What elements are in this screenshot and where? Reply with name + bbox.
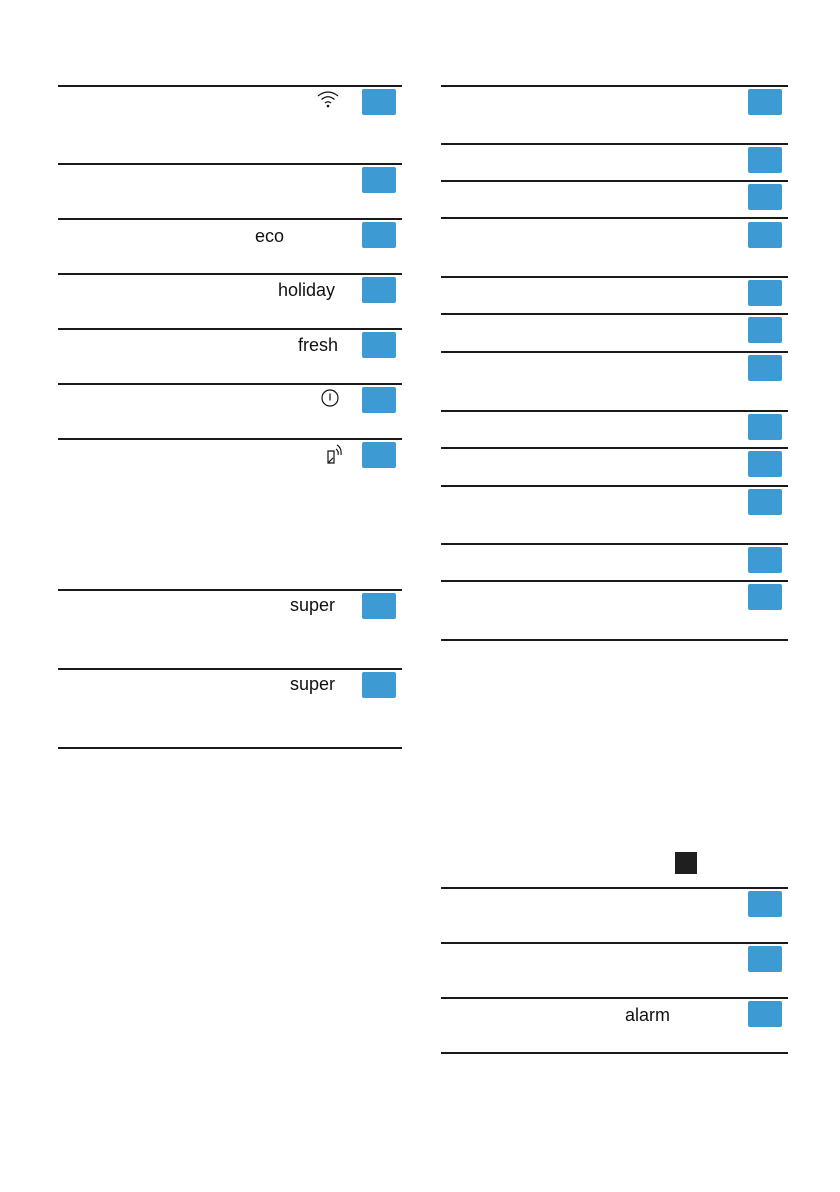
left-row-rule bbox=[58, 328, 402, 330]
right-button[interactable] bbox=[748, 89, 782, 115]
right-table-bottom-rule bbox=[441, 639, 788, 641]
right-button[interactable] bbox=[748, 489, 782, 515]
right-row-rule bbox=[441, 580, 788, 582]
alarm-label: alarm bbox=[625, 1005, 671, 1025]
right-row-rule bbox=[441, 313, 788, 315]
power-icon bbox=[320, 388, 340, 413]
right-row-rule bbox=[441, 447, 788, 449]
super-button[interactable] bbox=[362, 672, 396, 698]
right-button[interactable] bbox=[748, 317, 782, 343]
right-row-rule bbox=[441, 276, 788, 278]
fresh-label: fresh bbox=[298, 335, 339, 355]
unlabeled-button[interactable] bbox=[362, 167, 396, 193]
right-button[interactable] bbox=[748, 547, 782, 573]
eco-label: eco bbox=[255, 226, 285, 246]
right-button[interactable] bbox=[748, 147, 782, 173]
left-row-rule bbox=[58, 163, 402, 165]
right-row-rule bbox=[441, 143, 788, 145]
right-button[interactable] bbox=[748, 355, 782, 381]
super-button[interactable] bbox=[362, 593, 396, 619]
wifi-button[interactable] bbox=[362, 89, 396, 115]
right-button[interactable] bbox=[748, 280, 782, 306]
left-row-rule bbox=[58, 589, 402, 591]
right-button[interactable] bbox=[748, 222, 782, 248]
holiday-label: holiday bbox=[278, 280, 336, 300]
left-row-rule bbox=[58, 668, 402, 670]
fresh-button[interactable] bbox=[362, 332, 396, 358]
right-button[interactable] bbox=[748, 584, 782, 610]
lower-button[interactable] bbox=[748, 891, 782, 917]
right-row-rule bbox=[441, 543, 788, 545]
power-button[interactable] bbox=[362, 387, 396, 413]
right-row-rule bbox=[441, 351, 788, 353]
right-row-rule bbox=[441, 180, 788, 182]
right-button[interactable] bbox=[748, 451, 782, 477]
left-row-rule bbox=[58, 218, 402, 220]
lower-row-rule bbox=[441, 887, 788, 889]
holiday-button[interactable] bbox=[362, 277, 396, 303]
lower-row-rule bbox=[441, 942, 788, 944]
lower-table-bottom-rule bbox=[441, 1052, 788, 1054]
alarm-button[interactable] bbox=[748, 1001, 782, 1027]
left-row-rule bbox=[58, 85, 402, 87]
eco-button[interactable] bbox=[362, 222, 396, 248]
super-label: super bbox=[290, 674, 336, 694]
lower-button[interactable] bbox=[748, 946, 782, 972]
right-row-rule bbox=[441, 85, 788, 87]
left-table-bottom-rule bbox=[58, 747, 402, 749]
right-button[interactable] bbox=[748, 184, 782, 210]
right-row-rule bbox=[441, 485, 788, 487]
right-row-rule bbox=[441, 410, 788, 412]
door-alarm-icon bbox=[324, 443, 344, 470]
wifi-icon bbox=[316, 89, 340, 114]
lower-row-rule bbox=[441, 997, 788, 999]
left-row-rule bbox=[58, 273, 402, 275]
right-button[interactable] bbox=[748, 414, 782, 440]
black-square-marker bbox=[675, 852, 697, 874]
right-row-rule bbox=[441, 217, 788, 219]
door-alarm-button[interactable] bbox=[362, 442, 396, 468]
left-row-rule bbox=[58, 438, 402, 440]
left-row-rule bbox=[58, 383, 402, 385]
super-label: super bbox=[290, 595, 336, 615]
